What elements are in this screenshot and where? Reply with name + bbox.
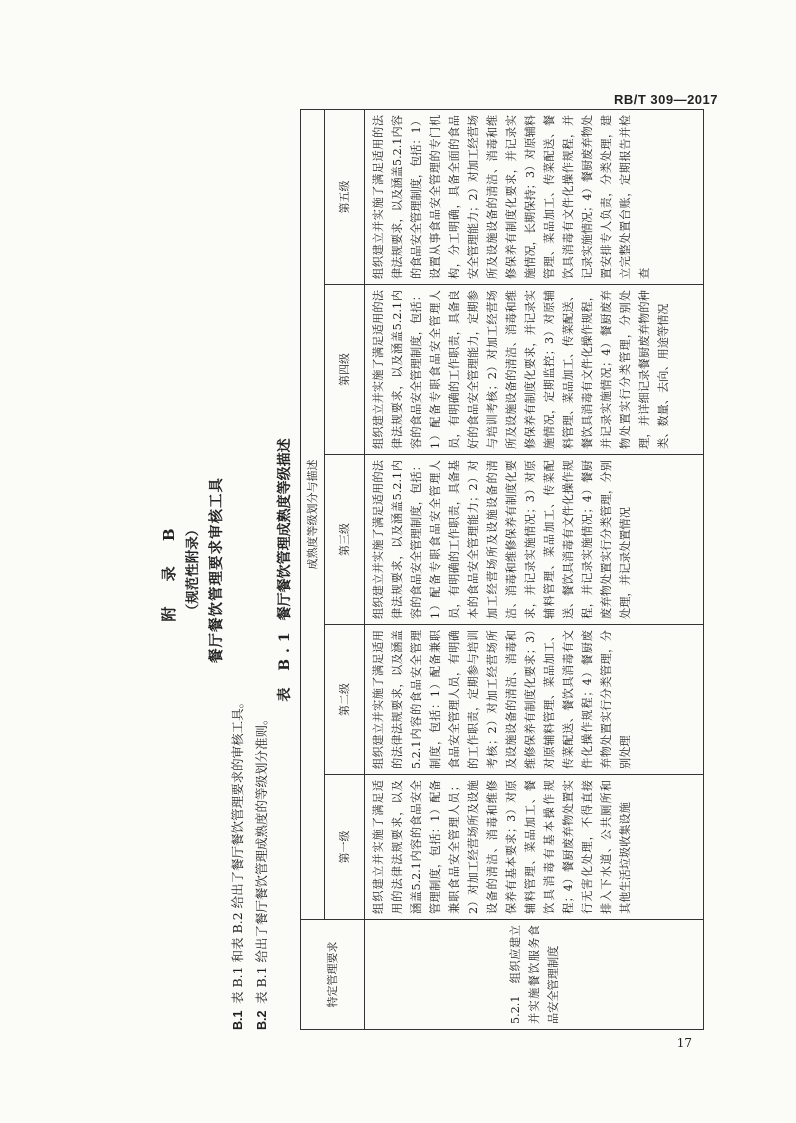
rotated-content xyxy=(150,110,710,1030)
table-title xyxy=(274,110,294,1030)
paragraph-b2 xyxy=(252,712,270,1030)
appendix-type: （规范性附录） xyxy=(185,522,201,618)
level-2-cell: 组织建立并实施了满足适用的法律法规要求，以及涵盖5.2.1内容的食品安全管理制度，包括：1）配备兼职食品安全管理人员，有明确的工作职责，定期参与培训考核；2）对加工经营场所及设施设备的清洁、消毒和维修保养有制度化要求；3）对原辅料管理、菜品加工、传菜配送、餐饮具消毒有文件化操作规程；4）餐厨废弃物处置实行分类管理，分别处理 xyxy=(365,625,704,775)
page-number: 17 xyxy=(676,1036,692,1050)
table-label: 表 B.1 xyxy=(277,626,293,702)
appendix-name: 餐厅餐饮管理要求审核工具 xyxy=(208,477,225,663)
requirement-cell: 5.2.1 组织应建立并实施餐饮服务食品安全管理制度 xyxy=(365,920,704,1030)
header-requirement: 特定管理要求 xyxy=(301,920,365,1030)
paragraph-number: B.2 xyxy=(255,1010,269,1030)
header-level-4: 第四级 xyxy=(325,285,365,455)
level-1-cell: 组织建立并实施了满足适用的法律法规要求，以及涵盖5.2.1内容的食品安全管理制度，包括：1）配备兼职食品安全管理人员；2）对加工经营场所及设施设备的清洁、消毒和维修保养有基本要求；3）对原辅料管理、菜品加工、餐饮具消毒有基本操作规程；4）餐厨废弃物处置实行无害化处理，不得直接排入下水道、公共厕所和其他生活垃圾收集设施 xyxy=(365,775,704,920)
paragraph-number: B.1 xyxy=(231,1010,245,1030)
header-level-1: 第一级 xyxy=(325,775,365,920)
header-level-2: 第二级 xyxy=(325,625,365,775)
header-level-5: 第五级 xyxy=(325,109,365,284)
paragraph-b1 xyxy=(228,696,246,1030)
document-code: RB/T 309—2017 xyxy=(613,92,718,107)
table-name: 餐厅餐饮管理成熟度等级描述 xyxy=(277,438,293,621)
level-4-cell: 组织建立并实施了满足适用的法律法规要求，以及涵盖5.2.1内容的食品安全管理制度，包括：1）配备专职食品安全管理人员，有明确的工作职责，具备良好的食品安全管理能力，定期参与培训考核；2）对加工经营场所及设施设备的清洁、消毒和维修保养有制度化要求，并记录实施情况，定期监控；3）对原辅料管理、菜品加工、传菜配送、餐饮具消毒有文件化操作规程，并记录实施情况；4）餐厨废弃物处置实行分类管理，分别处理，并详细记录餐厨废弃物的种类、数量、去向、用途等情况 xyxy=(365,285,704,455)
appendix-title: 附 录 B xyxy=(160,518,178,622)
level-5-cell: 组织建立并实施了满足适用的法律法规要求，以及涵盖5.2.1内容的食品安全管理制度，包括：1）设置从事食品安全管理的专门机构，分工明确，具备全面的食品安全管理能力；2）对加工经营场所及设施设备的清洁、消毒和维修保养有制度化要求，并记录实施情况，长期保持；3）对原辅料管理、菜品加工、传菜配送、餐饮具消毒有文件化操作规程，并记录实施情况；4）餐厨废弃物处置安排专人负责，分类处理，建立完整处置台账，定期报告并检查 xyxy=(365,109,704,284)
header-level-3: 第三级 xyxy=(325,455,365,625)
header-maturity-group: 成熟度等级划分与描述 xyxy=(301,109,325,919)
maturity-table xyxy=(300,109,704,1030)
paragraph-text: 表 B.1 和表 B.2 给出了餐厅餐饮管理要求的审核工具。 xyxy=(230,695,245,1004)
table-row xyxy=(365,109,704,1029)
paragraph-text: 表 B.1 给出了餐厅餐饮管理成熟度的等级划分准则。 xyxy=(254,712,269,1004)
level-3-cell: 组织建立并实施了满足适用的法律法规要求，以及涵盖5.2.1内容的食品安全管理制度，包括：1）配备专职食品安全管理人员，有明确的工作职责，具备基本的食品安全管理能力；2）对加工经营场所及设施设备的清洁、消毒和维修保养有制度化要求，并记录实施情况；3）对原辅料管理、菜品加工、传菜配送、餐饮具消毒有文件化操作规程，并记录实施情况；4）餐厨废弃物处置实行分类管理，分别处理，并记录处置情况 xyxy=(365,455,704,625)
